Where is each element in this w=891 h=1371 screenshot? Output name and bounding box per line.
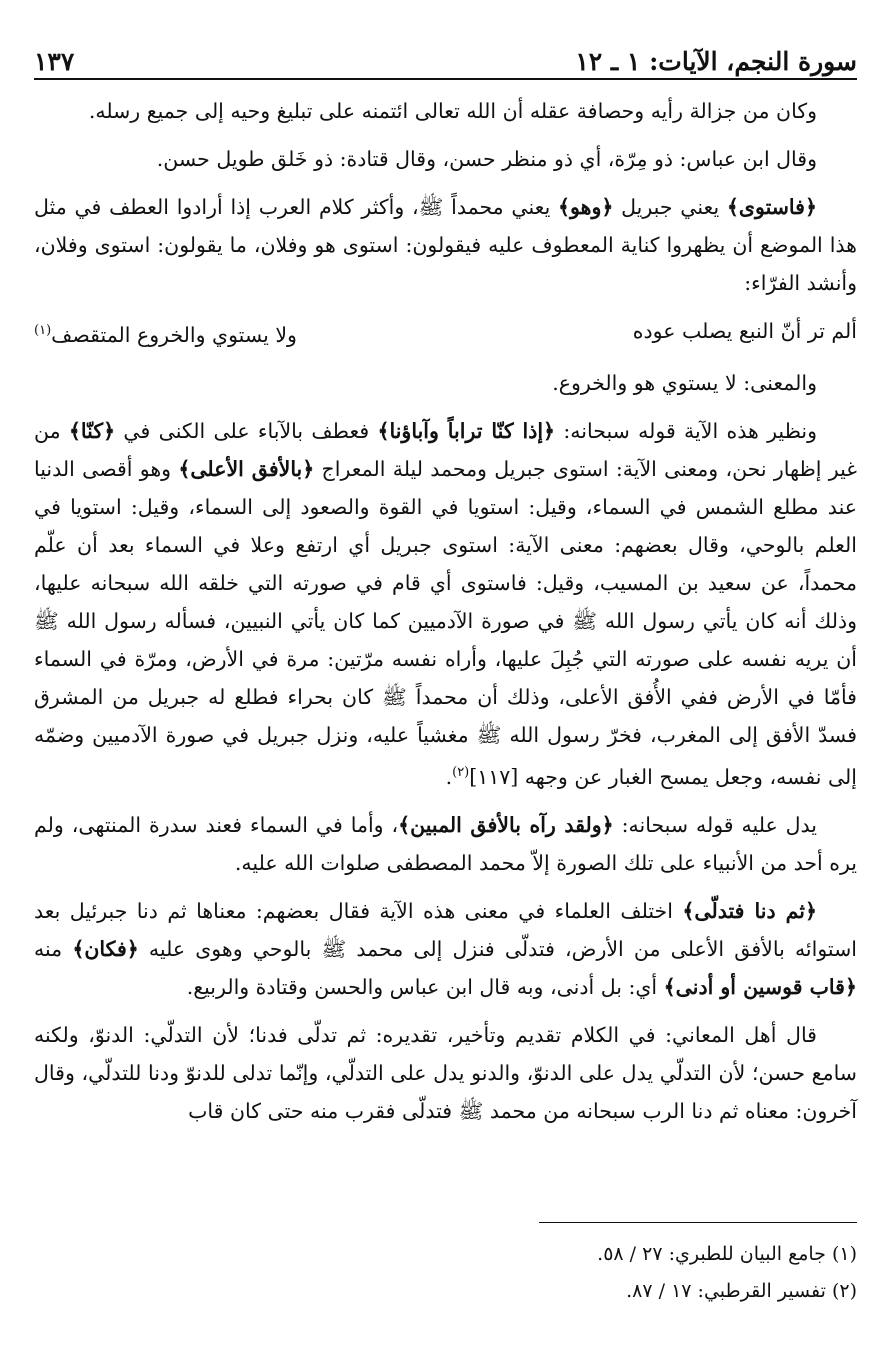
text-run: يعني محمداً ﷺ، وأكثر كلام العرب إذا أرادوا العطف في مثل هذا الموضع أن يظهروا كناية المعطوف عليه فيقولون: استوى هو وفلان، ما يقولون: استوى وفلان، وأنشد الفرّاء:	[34, 195, 857, 295]
paragraph	[34, 92, 857, 130]
text-run: قال أهل المعاني: في الكلام تقديم وتأخير، تقديره: ثم تدلّى فدنا؛ لأن التدلّي: الدنوّ، ولكنه سامع حسن؛ لأن التدلّي يدل على الدنوّ، والدنو يدل على التدلّي، وإنّما تدلى للدنوّ ودنا للتدلّي، وقال آخرون: معناه ثم دنا الرب سبحانه من محمد ﷺ فتدلّى فقرب منه حتى كان قاب	[34, 1022, 857, 1123]
paragraph	[34, 188, 857, 302]
paragraph	[34, 892, 857, 1006]
quran-quote: ﴿وهو﴾	[558, 195, 614, 219]
text-run: والمعنى: لا يستوي هو والخروع.	[552, 370, 817, 395]
footnote-1: (١) جامع البيان للطبري: ٢٧ / ٥٨.	[597, 1243, 857, 1265]
text-run: وكان من جزالة رأيه وحصافة عقله أن الله تعالى ائتمنه على تبليغ وحيه إلى جميع رسله.	[88, 99, 817, 123]
quran-quote: ﴿فاستوى﴾	[726, 195, 817, 219]
text-run: يدل عليه قوله سبحانه:	[613, 812, 817, 837]
quran-quote: ﴿كنّا﴾	[68, 418, 116, 443]
text-body	[34, 92, 857, 1140]
text-run: ونظير هذه الآية قوله سبحانه:	[555, 418, 817, 443]
text-run: فعطف بالآباء على الكنى في	[115, 418, 378, 443]
paragraph	[34, 364, 857, 402]
paragraph	[34, 412, 857, 796]
footnote-2: (٢) تفسير القرطبي: ١٧ / ٨٧.	[626, 1280, 857, 1302]
quran-quote: ﴿ولقد رآه بالأفق المبين﴾	[398, 812, 614, 837]
header-rule	[34, 78, 857, 80]
verse-right-hemistich: ألم تر أنّ النبع يصلب عوده	[632, 319, 857, 343]
text-run: اختلف العلماء في معنى هذه الآية فقال بعضهم: معناها ثم دنا جبرئيل بعد استوائه بالأفق الأعلى من الأرض، فتدلّى فنزل إلى محمد ﷺ بالوحي وهوى عليه	[34, 898, 857, 961]
quran-quote: ﴿فكان﴾	[72, 936, 139, 961]
surah-title: سورة النجم، الآيات: ١ ـ ١٢	[575, 47, 857, 76]
running-head	[34, 30, 857, 74]
text-run: ، وأما في السماء فعند سدرة المنتهى، ولم يره أحد من الأنبياء على تلك الصورة إلاّ محمد المصطفى صلوات الله عليه.	[34, 812, 857, 875]
quran-quote: ﴿إذا كنّا تراباً وآباؤنا﴾	[377, 418, 556, 443]
text-run: منه	[34, 936, 73, 961]
paragraph	[34, 806, 857, 882]
verse-left-hemistich: ولا يستوي والخروع المتقصف$^{(١)}$	[34, 322, 297, 347]
footnotes	[34, 1236, 857, 1310]
footnote-ref: (١)	[34, 323, 52, 338]
paragraph	[34, 1016, 857, 1130]
text-run: وهو أقصى الدنيا عند مطلع الشمس في السماء، وقيل: استويا في القوة والصعود إلى السماء، وقيل: استويا في العلم بالوحي، وقال بعضهم: معنى الآية: استوى جبريل أي ارتفع وعلا في السماء بعد أن علّم محمداً، عن سعيد بن المسيب، وقيل: فاستوى أي قام في صورته التي خلقه الله سبحانه عليها، وذلك أنه كان يأتي رسول الله ﷺ في صورة الآدميين كما كان يأتي النبيين، فسأله رسول الله ﷺ أن يريه نفسه على صورته التي جُبِلَ عليها، وأراه نفسه مرّتين: مرة في الأرض، ومرّة في السماء فأمّا في الأرض ففي الأُفق الأعلى، وذلك أن محمداً ﷺ كان بحراء فطلع له جبريل من المشرق فسدّ الأفق إلى المغرب، فخرّ رسول الله ﷺ مغشياً عليه، ونزل جبريل في صورة الآدميين وضمّه إلى نفسه، وجعل يمسح الغبار عن وجهه [١١٧]	[34, 456, 857, 789]
text-run: أي: بل أدنى، وبه قال ابن عباس والحسن وقتادة والربيع.	[186, 974, 664, 999]
page-number: ١٣٧	[34, 47, 75, 76]
paragraph	[34, 140, 857, 178]
text-run: وقال ابن عباس: ذو مِرّة، أي ذو منظر حسن، وقال قتادة: ذو خَلق طويل حسن.	[156, 147, 817, 171]
footnote-ref: (٢)	[452, 764, 470, 780]
footnote-rule	[539, 1222, 857, 1223]
poetry-verse	[34, 312, 857, 354]
text-run: .	[445, 764, 453, 789]
quran-quote: ﴿بالأفق الأعلى﴾	[178, 456, 315, 481]
text-run: من غير إظهار نحن، ومعنى الآية: استوى جبريل ومحمد ليلة المعراج	[34, 418, 857, 481]
quran-quote: ﴿قاب قوسين أو أدنى﴾	[663, 974, 857, 999]
text-run: يعني جبريل	[613, 195, 727, 219]
quran-quote: ﴿ثم دنا فتدلّى﴾	[682, 898, 817, 923]
